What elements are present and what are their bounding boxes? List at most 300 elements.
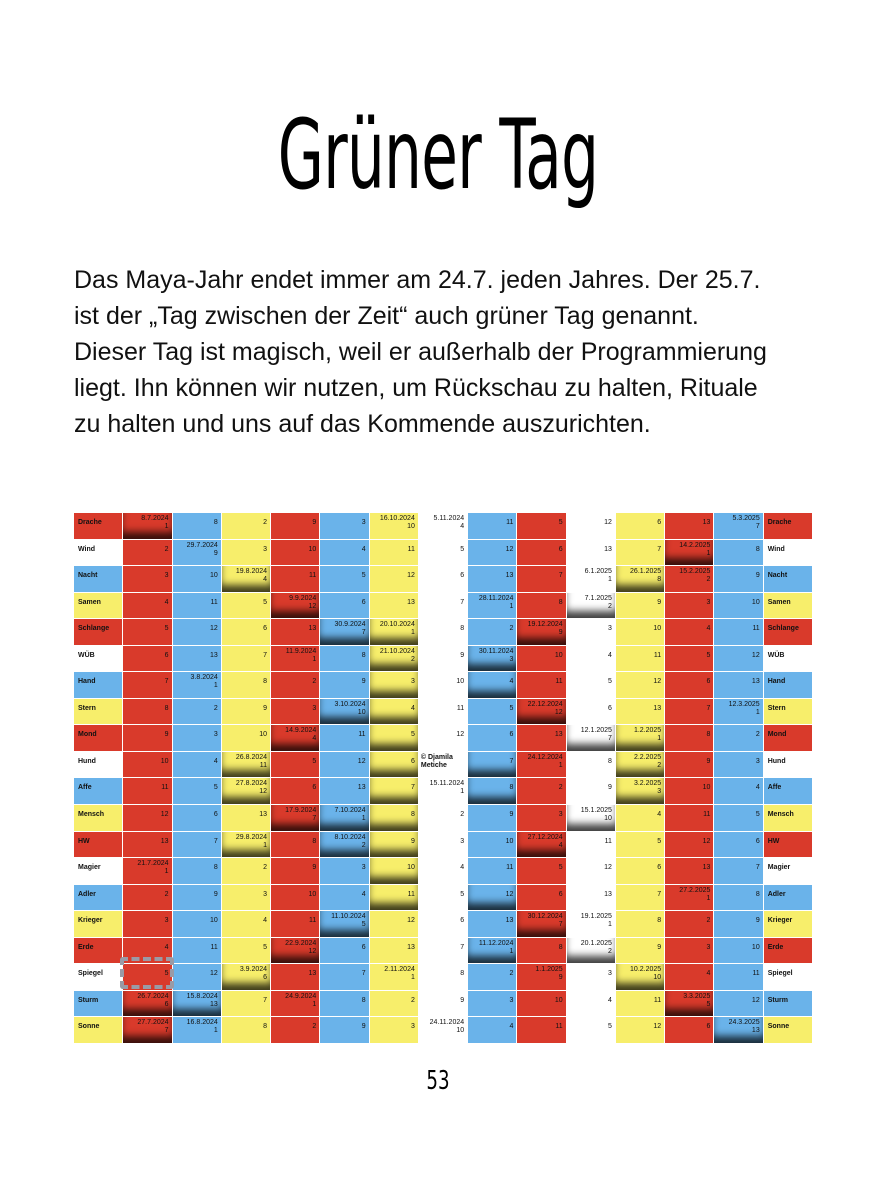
row-label-right: Mond bbox=[764, 725, 812, 751]
calendar-cell bbox=[271, 566, 319, 592]
cell-tone: 11 bbox=[752, 970, 760, 978]
calendar-cell bbox=[271, 832, 319, 858]
cell-tone: 4 bbox=[755, 784, 760, 792]
cell-tone: 6 bbox=[263, 625, 268, 633]
calendar-cell bbox=[370, 778, 418, 804]
calendar-cell bbox=[567, 885, 615, 911]
cell-tone: 7 bbox=[361, 629, 366, 637]
calendar-cell bbox=[419, 540, 467, 566]
row-label-right: Schlange bbox=[764, 619, 812, 645]
calendar-cell bbox=[468, 646, 516, 672]
cell-tone: 8 bbox=[213, 864, 218, 872]
row-label-right: WÜB bbox=[764, 646, 812, 672]
cell-tone: 13 bbox=[357, 784, 366, 792]
cell-date: 30.12.2024 bbox=[527, 913, 563, 921]
calendar-cell bbox=[370, 858, 418, 884]
row-label-left: Hand bbox=[74, 672, 122, 698]
calendar-cell bbox=[320, 778, 368, 804]
calendar-cell bbox=[567, 619, 615, 645]
cell-tone: 10 bbox=[407, 523, 415, 530]
calendar-cell bbox=[468, 540, 516, 566]
cell-tone: 10 bbox=[653, 625, 662, 633]
cell-tone: 5 bbox=[706, 651, 711, 659]
calendar-cell bbox=[419, 725, 467, 751]
row-label-right: HW bbox=[764, 832, 812, 858]
cell-tone: 6 bbox=[558, 890, 563, 898]
cell-tone: 13 bbox=[604, 545, 612, 553]
calendar-cell bbox=[320, 885, 368, 911]
cell-tone: 7 bbox=[460, 598, 465, 606]
calendar-cell bbox=[320, 832, 368, 858]
calendar-cell bbox=[714, 540, 762, 566]
calendar-cell bbox=[123, 699, 171, 725]
calendar-cell bbox=[271, 699, 319, 725]
cell-tone: 7 bbox=[312, 815, 317, 823]
cell-date: 1.1.2025 bbox=[535, 966, 563, 974]
calendar-cell bbox=[665, 991, 713, 1017]
row-label-left: HW bbox=[74, 832, 122, 858]
calendar-cell bbox=[616, 619, 664, 645]
calendar-cell bbox=[665, 619, 713, 645]
calendar-cell bbox=[419, 938, 467, 964]
calendar-cell bbox=[665, 646, 713, 672]
cell-tone: 6 bbox=[657, 519, 662, 526]
cell-date: 28.11.2024 bbox=[478, 594, 514, 602]
cell-tone: 4 bbox=[460, 864, 465, 872]
calendar-cell bbox=[468, 938, 516, 964]
calendar-cell bbox=[567, 832, 615, 858]
calendar-cell bbox=[271, 593, 319, 619]
calendar-cell bbox=[616, 858, 664, 884]
calendar-cell bbox=[616, 885, 664, 911]
calendar-cell bbox=[271, 1017, 319, 1043]
calendar-cell bbox=[370, 699, 418, 725]
cell-date: 1.2.2025 bbox=[633, 727, 662, 735]
row-label-left: Mensch bbox=[74, 805, 122, 831]
cell-tone: 10 bbox=[702, 784, 711, 792]
calendar-cell bbox=[517, 911, 565, 937]
calendar-cell bbox=[567, 540, 615, 566]
cell-tone: 1 bbox=[213, 682, 218, 690]
calendar-cell bbox=[222, 725, 270, 751]
row-label-left: WÜB bbox=[74, 646, 122, 672]
cell-tone: 12 bbox=[160, 811, 169, 819]
cell-tone: 9 bbox=[657, 943, 662, 951]
calendar-cell bbox=[616, 725, 664, 751]
cell-date: 30.11.2024 bbox=[478, 647, 514, 655]
cell-tone: 10 bbox=[259, 731, 268, 739]
calendar-cell bbox=[419, 619, 467, 645]
calendar-cell bbox=[616, 593, 664, 619]
calendar-cell bbox=[567, 752, 615, 778]
cell-tone: 11 bbox=[309, 917, 317, 925]
cell-tone: 13 bbox=[407, 943, 415, 951]
calendar-cell bbox=[665, 513, 713, 539]
cell-tone: 4 bbox=[164, 943, 169, 951]
cell-tone: 7 bbox=[755, 523, 760, 530]
calendar-cell bbox=[517, 752, 565, 778]
cell-tone: 2 bbox=[706, 917, 711, 925]
calendar-cell bbox=[567, 646, 615, 672]
calendar-cell bbox=[714, 593, 762, 619]
calendar-cell bbox=[123, 672, 171, 698]
cell-tone: 1 bbox=[263, 841, 268, 849]
calendar-cell bbox=[517, 858, 565, 884]
cell-tone: 12 bbox=[653, 1023, 662, 1031]
calendar-cell bbox=[320, 1017, 368, 1043]
cell-tone: 6 bbox=[706, 678, 711, 686]
calendar-cell bbox=[123, 752, 171, 778]
cell-tone: 1 bbox=[755, 708, 760, 716]
cell-date: 29.7.2024 bbox=[186, 541, 218, 549]
row-label-right: Hund bbox=[764, 752, 812, 778]
row-label-right: Mensch bbox=[764, 805, 812, 831]
calendar-cell bbox=[320, 938, 368, 964]
cell-tone: 9 bbox=[755, 572, 760, 580]
calendar-cell bbox=[370, 1017, 418, 1043]
calendar-cell bbox=[123, 593, 171, 619]
cell-tone: 5 bbox=[164, 625, 169, 633]
cell-tone: 4 bbox=[361, 545, 366, 553]
page-number: 53 bbox=[426, 1066, 450, 1096]
cell-tone: 1 bbox=[460, 788, 465, 796]
cell-date: 14.2.2025 bbox=[679, 541, 711, 549]
cell-tone: 5 bbox=[657, 837, 662, 845]
calendar-cell bbox=[714, 619, 762, 645]
calendar-cell bbox=[665, 672, 713, 698]
calendar-cell bbox=[468, 566, 516, 592]
calendar-cell bbox=[665, 805, 713, 831]
calendar-cell bbox=[173, 540, 221, 566]
row-label-left: Erde bbox=[74, 938, 122, 964]
cell-tone: 2 bbox=[509, 970, 514, 978]
calendar-cell bbox=[271, 885, 319, 911]
cell-tone: 12 bbox=[308, 947, 317, 955]
cell-tone: 2 bbox=[608, 947, 612, 955]
calendar-cell bbox=[517, 513, 565, 539]
calendar-cell bbox=[123, 566, 171, 592]
cell-tone: 6 bbox=[361, 598, 366, 606]
cell-tone: 13 bbox=[210, 651, 218, 659]
cell-tone: 8 bbox=[657, 917, 662, 925]
calendar-cell bbox=[222, 699, 270, 725]
cell-tone: 10 bbox=[653, 974, 662, 982]
calendar-cell bbox=[320, 725, 368, 751]
cell-tone: 12 bbox=[505, 545, 514, 553]
cell-tone: 3 bbox=[410, 1023, 415, 1031]
cell-tone: 1 bbox=[657, 735, 662, 743]
calendar-cell bbox=[616, 911, 664, 937]
calendar-cell bbox=[173, 1017, 221, 1043]
cell-tone: 9 bbox=[410, 837, 415, 845]
maya-calendar-table bbox=[74, 513, 812, 1043]
cell-tone: 11 bbox=[210, 943, 218, 951]
calendar-cell bbox=[616, 699, 664, 725]
cell-tone: 5 bbox=[460, 545, 465, 553]
cell-tone: 9 bbox=[608, 784, 612, 792]
cell-tone: 3 bbox=[755, 757, 760, 765]
cell-tone: 13 bbox=[210, 1000, 218, 1008]
cell-tone: 5 bbox=[312, 757, 317, 765]
cell-tone: 7 bbox=[608, 735, 612, 743]
cell-tone: 2 bbox=[361, 841, 366, 849]
cell-date: 8.10.2024 bbox=[334, 833, 366, 841]
calendar-cell bbox=[567, 858, 615, 884]
calendar-cell bbox=[616, 1017, 664, 1043]
cell-tone: 9 bbox=[213, 549, 218, 557]
cell-tone: 1 bbox=[164, 523, 169, 530]
cell-tone: 6 bbox=[361, 943, 366, 951]
cell-date: 19.1.2025 bbox=[580, 913, 612, 921]
calendar-cell bbox=[123, 513, 171, 539]
calendar-cell bbox=[123, 858, 171, 884]
cell-tone: 1 bbox=[410, 974, 415, 982]
calendar-cell bbox=[320, 805, 368, 831]
calendar-cell bbox=[320, 513, 368, 539]
row-label-left: Wind bbox=[74, 540, 122, 566]
calendar-cell bbox=[714, 699, 762, 725]
calendar-cell bbox=[517, 832, 565, 858]
calendar-cell bbox=[567, 964, 615, 990]
cell-tone: 8 bbox=[263, 1023, 268, 1031]
calendar-cell bbox=[222, 911, 270, 937]
calendar-cell bbox=[714, 832, 762, 858]
calendar-cell bbox=[222, 672, 270, 698]
cell-date: 3.2.2025 bbox=[633, 780, 662, 788]
row-label-right: Spiegel bbox=[764, 964, 812, 990]
cell-tone: 9 bbox=[263, 704, 268, 712]
calendar-cell bbox=[616, 513, 664, 539]
calendar-cell bbox=[665, 540, 713, 566]
cell-tone: 7 bbox=[213, 837, 218, 845]
cell-tone: 5 bbox=[755, 811, 760, 819]
cell-tone: 4 bbox=[213, 757, 218, 765]
cell-tone: 10 bbox=[604, 815, 612, 823]
calendar-cell bbox=[616, 805, 664, 831]
cell-tone: 11 bbox=[161, 784, 169, 792]
calendar-cell bbox=[123, 832, 171, 858]
calendar-cell bbox=[173, 964, 221, 990]
cell-tone: 1 bbox=[213, 1027, 218, 1035]
cell-tone: 1 bbox=[361, 815, 366, 823]
calendar-cell bbox=[222, 540, 270, 566]
cell-tone: 12 bbox=[407, 572, 415, 580]
cell-tone: 10 bbox=[210, 572, 218, 580]
cell-tone: 3 bbox=[509, 655, 514, 663]
calendar-cell bbox=[271, 991, 319, 1017]
cell-date: 27.7.2024 bbox=[137, 1019, 169, 1027]
cell-tone: 11 bbox=[506, 864, 514, 872]
cell-tone: 11 bbox=[407, 890, 415, 898]
cell-date: 2.11.2024 bbox=[384, 966, 415, 974]
cell-tone: 1 bbox=[164, 868, 169, 876]
cell-tone: 2 bbox=[755, 731, 760, 739]
cell-tone: 11 bbox=[604, 837, 612, 845]
calendar-cell bbox=[271, 805, 319, 831]
cell-date: 19.8.2024 bbox=[235, 568, 268, 576]
calendar-cell bbox=[173, 593, 221, 619]
cell-tone: 7 bbox=[558, 572, 563, 580]
cell-tone: 6 bbox=[608, 704, 612, 712]
cell-tone: 8 bbox=[460, 970, 465, 978]
calendar-cell bbox=[665, 1017, 713, 1043]
cell-tone: 5 bbox=[164, 970, 169, 978]
calendar-cell bbox=[222, 646, 270, 672]
calendar-cell bbox=[320, 991, 368, 1017]
cell-tone: 1 bbox=[509, 947, 514, 955]
calendar-cell bbox=[665, 911, 713, 937]
cell-tone: 9 bbox=[164, 731, 169, 739]
calendar-cell bbox=[370, 805, 418, 831]
calendar-cell bbox=[370, 832, 418, 858]
calendar-cell bbox=[517, 1017, 565, 1043]
calendar-cell bbox=[320, 540, 368, 566]
row-label-left: Sturm bbox=[74, 991, 122, 1017]
calendar-cell bbox=[123, 646, 171, 672]
calendar-cell bbox=[419, 672, 467, 698]
cell-tone: 1 bbox=[608, 921, 612, 929]
calendar-cell bbox=[419, 832, 467, 858]
calendar-cell bbox=[271, 858, 319, 884]
cell-tone: 11 bbox=[358, 731, 366, 739]
cell-date: 3.8.2024 bbox=[190, 674, 218, 682]
calendar-cell bbox=[370, 566, 418, 592]
cell-tone: 11 bbox=[653, 996, 662, 1004]
cell-tone: 6 bbox=[213, 811, 218, 819]
calendar-cell bbox=[714, 1017, 762, 1043]
cell-date: 27.2.2025 bbox=[679, 886, 711, 894]
calendar-cell bbox=[320, 964, 368, 990]
calendar-cell bbox=[173, 778, 221, 804]
calendar-cell bbox=[222, 991, 270, 1017]
cell-date: 7.10.2024 bbox=[334, 807, 366, 815]
calendar-cell bbox=[173, 885, 221, 911]
row-label-right: Affe bbox=[764, 778, 812, 804]
cell-date: 16.8.2024 bbox=[186, 1019, 218, 1027]
row-label-left: Nacht bbox=[74, 566, 122, 592]
cell-tone: 4 bbox=[608, 651, 612, 659]
cell-tone: 4 bbox=[509, 678, 514, 686]
calendar-cell bbox=[370, 911, 418, 937]
cell-tone: 12 bbox=[407, 917, 415, 925]
calendar-cell bbox=[419, 699, 467, 725]
cell-tone: 3 bbox=[410, 678, 415, 686]
row-label-right: Erde bbox=[764, 938, 812, 964]
calendar-cell bbox=[714, 964, 762, 990]
calendar-cell bbox=[123, 725, 171, 751]
calendar-cell bbox=[222, 566, 270, 592]
cell-date: 14.9.2024 bbox=[285, 727, 317, 735]
cell-date: 26.1.2025 bbox=[630, 568, 662, 576]
cell-tone: 8 bbox=[164, 704, 169, 712]
cell-tone: 5 bbox=[608, 678, 612, 686]
cell-tone: 4 bbox=[312, 735, 317, 743]
cell-tone: 8 bbox=[706, 731, 711, 739]
calendar-cell bbox=[370, 752, 418, 778]
cell-tone: 11 bbox=[407, 545, 415, 553]
calendar-cell bbox=[665, 964, 713, 990]
calendar-cell bbox=[665, 778, 713, 804]
row-label-left: Krieger bbox=[74, 911, 122, 937]
cell-tone: 5 bbox=[361, 572, 366, 580]
calendar-cell bbox=[173, 513, 221, 539]
calendar-cell bbox=[616, 752, 664, 778]
calendar-cell bbox=[123, 805, 171, 831]
cell-tone: 3 bbox=[706, 943, 711, 951]
cell-date: 3.9.2024 bbox=[239, 966, 268, 974]
calendar-cell bbox=[222, 805, 270, 831]
cell-tone: 4 bbox=[410, 704, 415, 712]
cell-date: 15.2.2025 bbox=[679, 568, 711, 576]
cell-tone: 12 bbox=[357, 757, 366, 765]
cell-tone: 6 bbox=[164, 1000, 169, 1008]
cell-tone: 3 bbox=[164, 572, 169, 580]
cell-tone: 6 bbox=[509, 731, 514, 739]
calendar-cell bbox=[123, 1017, 171, 1043]
cell-tone: 5 bbox=[608, 1023, 612, 1031]
cell-tone: 1 bbox=[312, 1000, 317, 1008]
calendar-cell bbox=[271, 778, 319, 804]
calendar-cell bbox=[173, 566, 221, 592]
intro-paragraph: Das Maya-Jahr endet immer am 24.7. jeden Jahres. Der 25.7. ist der „Tag zwischen der Zeit“ auch grüner Tag genannt. Dieser Tag ist magisch, weil er außerhalb der Programmierung liegt. Ihn können wir nutzen, um Rückschau zu halten, Rituale zu halten und uns auf das Kommende auszurichten. bbox=[74, 266, 767, 438]
calendar-cell bbox=[123, 619, 171, 645]
calendar-cell bbox=[468, 964, 516, 990]
cell-tone: 7 bbox=[164, 678, 169, 686]
cell-date: 30.9.2024 bbox=[334, 621, 366, 629]
cell-tone: 8 bbox=[312, 837, 317, 845]
calendar-cell bbox=[714, 752, 762, 778]
calendar-cell bbox=[271, 911, 319, 937]
calendar-cell bbox=[567, 513, 615, 539]
calendar-cell bbox=[468, 991, 516, 1017]
calendar-cell bbox=[173, 619, 221, 645]
cell-tone: 3 bbox=[608, 970, 612, 978]
calendar-cell bbox=[468, 672, 516, 698]
calendar-cell bbox=[468, 619, 516, 645]
row-label-right: Drache bbox=[764, 513, 812, 539]
calendar-cell bbox=[271, 513, 319, 539]
calendar-cell bbox=[468, 725, 516, 751]
cell-tone: 10 bbox=[308, 890, 317, 898]
calendar-cell bbox=[320, 566, 368, 592]
cell-tone: 5 bbox=[213, 784, 218, 792]
cell-tone: 2 bbox=[263, 864, 268, 872]
calendar-cell bbox=[222, 593, 270, 619]
cell-tone: 13 bbox=[554, 731, 563, 739]
calendar-cell bbox=[714, 725, 762, 751]
row-label-left: Hund bbox=[74, 752, 122, 778]
cell-tone: 8 bbox=[755, 545, 760, 553]
cell-tone: 7 bbox=[410, 784, 415, 792]
calendar-cell bbox=[517, 540, 565, 566]
cell-tone: 11 bbox=[506, 519, 514, 526]
cell-tone: 13 bbox=[702, 864, 711, 872]
cell-date: 15.8.2024 bbox=[186, 992, 218, 1000]
cell-tone: 7 bbox=[509, 757, 514, 765]
cell-tone: 3 bbox=[509, 996, 514, 1004]
cell-date: 5.11.2024 bbox=[433, 515, 465, 522]
calendar-cell bbox=[419, 1017, 467, 1043]
calendar-cell bbox=[616, 566, 664, 592]
cell-tone: 8 bbox=[263, 678, 268, 686]
calendar-cell bbox=[419, 964, 467, 990]
cell-tone: 11 bbox=[555, 678, 563, 686]
calendar-cell bbox=[567, 725, 615, 751]
cell-date: 9.9.2024 bbox=[289, 594, 317, 602]
cell-tone: 1 bbox=[410, 629, 415, 637]
cell-date: 3.10.2024 bbox=[334, 700, 366, 708]
calendar-cell bbox=[714, 885, 762, 911]
